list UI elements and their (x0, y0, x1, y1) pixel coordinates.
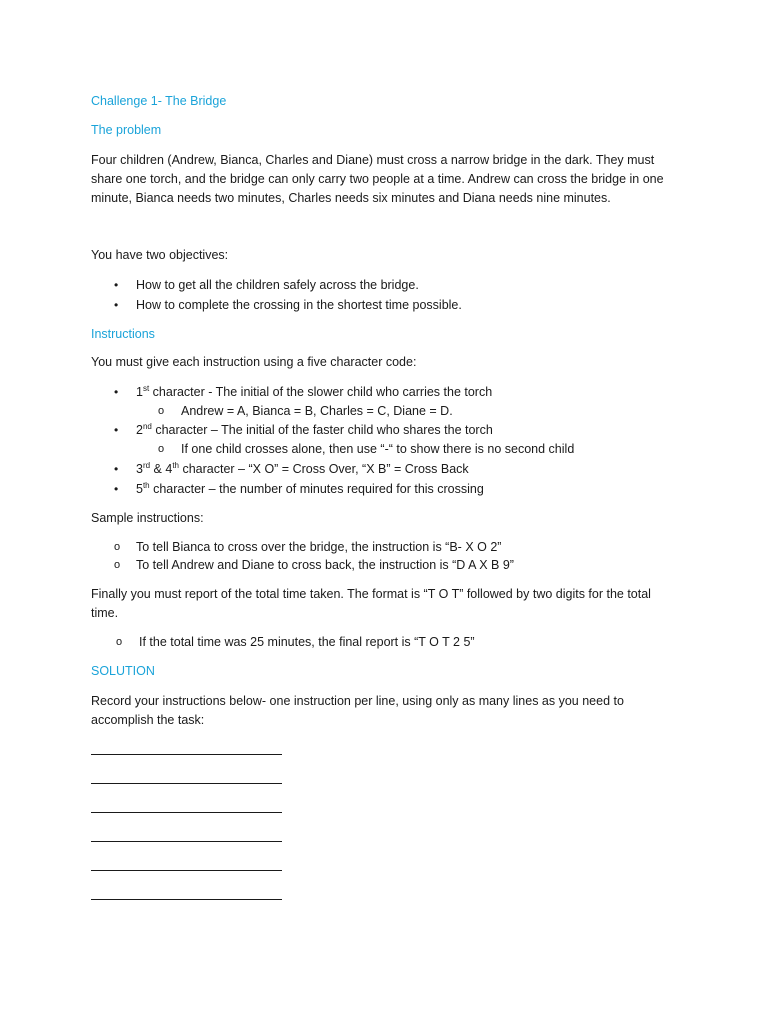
sub-bullet-icon: o (158, 405, 165, 417)
code-rule-item: 2nd character – The initial of the faster child who shares the torch (136, 421, 493, 437)
page-title: Challenge 1- The Bridge (91, 94, 227, 108)
objective-item: How to get all the children safely across the bridge. (136, 278, 419, 292)
problem-line: Four children (Andrew, Bianca, Charles and Diane) must cross a narrow bridge in the dark. They must (91, 153, 655, 167)
code-rule-item: 3rd & 4th character – “X O” = Cross Over, “X B” = Cross Back (136, 460, 469, 476)
bullet-icon: • (114, 298, 119, 312)
solution-line: accomplish the task: (91, 713, 205, 727)
answer-line[interactable] (91, 812, 282, 813)
bullet-icon: • (114, 462, 119, 476)
answer-line[interactable] (91, 899, 282, 900)
answer-line[interactable] (91, 754, 282, 755)
code-rule-subitem: If one child crosses alone, then use “-“ to show there is no second child (181, 442, 575, 456)
report-line: time. (91, 606, 119, 620)
bullet-icon: • (114, 482, 119, 496)
solution-line: Record your instructions below- one instruction per line, using only as many lines as you need to (91, 694, 624, 708)
report-line: Finally you must report of the total time taken. The format is “T O T” followed by two digits for the total (91, 587, 651, 601)
sample-item: To tell Andrew and Diane to cross back, the instruction is “D A X B 9” (136, 558, 514, 572)
bullet-icon: • (114, 278, 119, 292)
sub-bullet-icon: o (114, 559, 121, 571)
sub-bullet-icon: o (116, 636, 123, 648)
objectives-intro: You have two objectives: (91, 248, 229, 262)
problem-line: share one torch, and the bridge can only carry two people at a time. Andrew can cross the bridge in one (91, 172, 664, 186)
sub-bullet-icon: o (158, 443, 165, 455)
objective-item: How to complete the crossing in the shortest time possible. (136, 298, 462, 312)
sub-bullet-icon: o (114, 541, 121, 553)
instructions-intro: You must give each instruction using a five character code: (91, 355, 417, 369)
answer-line[interactable] (91, 783, 282, 784)
code-rule-subitem: Andrew = A, Bianca = B, Charles = C, Diane = D. (181, 404, 453, 418)
bullet-icon: • (114, 423, 119, 437)
answer-line[interactable] (91, 870, 282, 871)
sample-item: To tell Bianca to cross over the bridge, the instruction is “B- X O 2” (136, 540, 502, 554)
samples-label: Sample instructions: (91, 511, 204, 525)
code-rule-item: 5th character – the number of minutes required for this crossing (136, 480, 484, 496)
report-example: If the total time was 25 minutes, the final report is “T O T 2 5” (139, 635, 475, 649)
problem-line: minute, Bianca needs two minutes, Charles needs six minutes and Diana needs nine minutes. (91, 191, 611, 205)
solution-heading: SOLUTION (91, 664, 155, 678)
answer-line[interactable] (91, 841, 282, 842)
code-rule-item: 1st character - The initial of the slower child who carries the torch (136, 383, 493, 399)
instructions-heading: Instructions (91, 327, 155, 341)
problem-heading: The problem (91, 123, 162, 137)
bullet-icon: • (114, 385, 119, 399)
